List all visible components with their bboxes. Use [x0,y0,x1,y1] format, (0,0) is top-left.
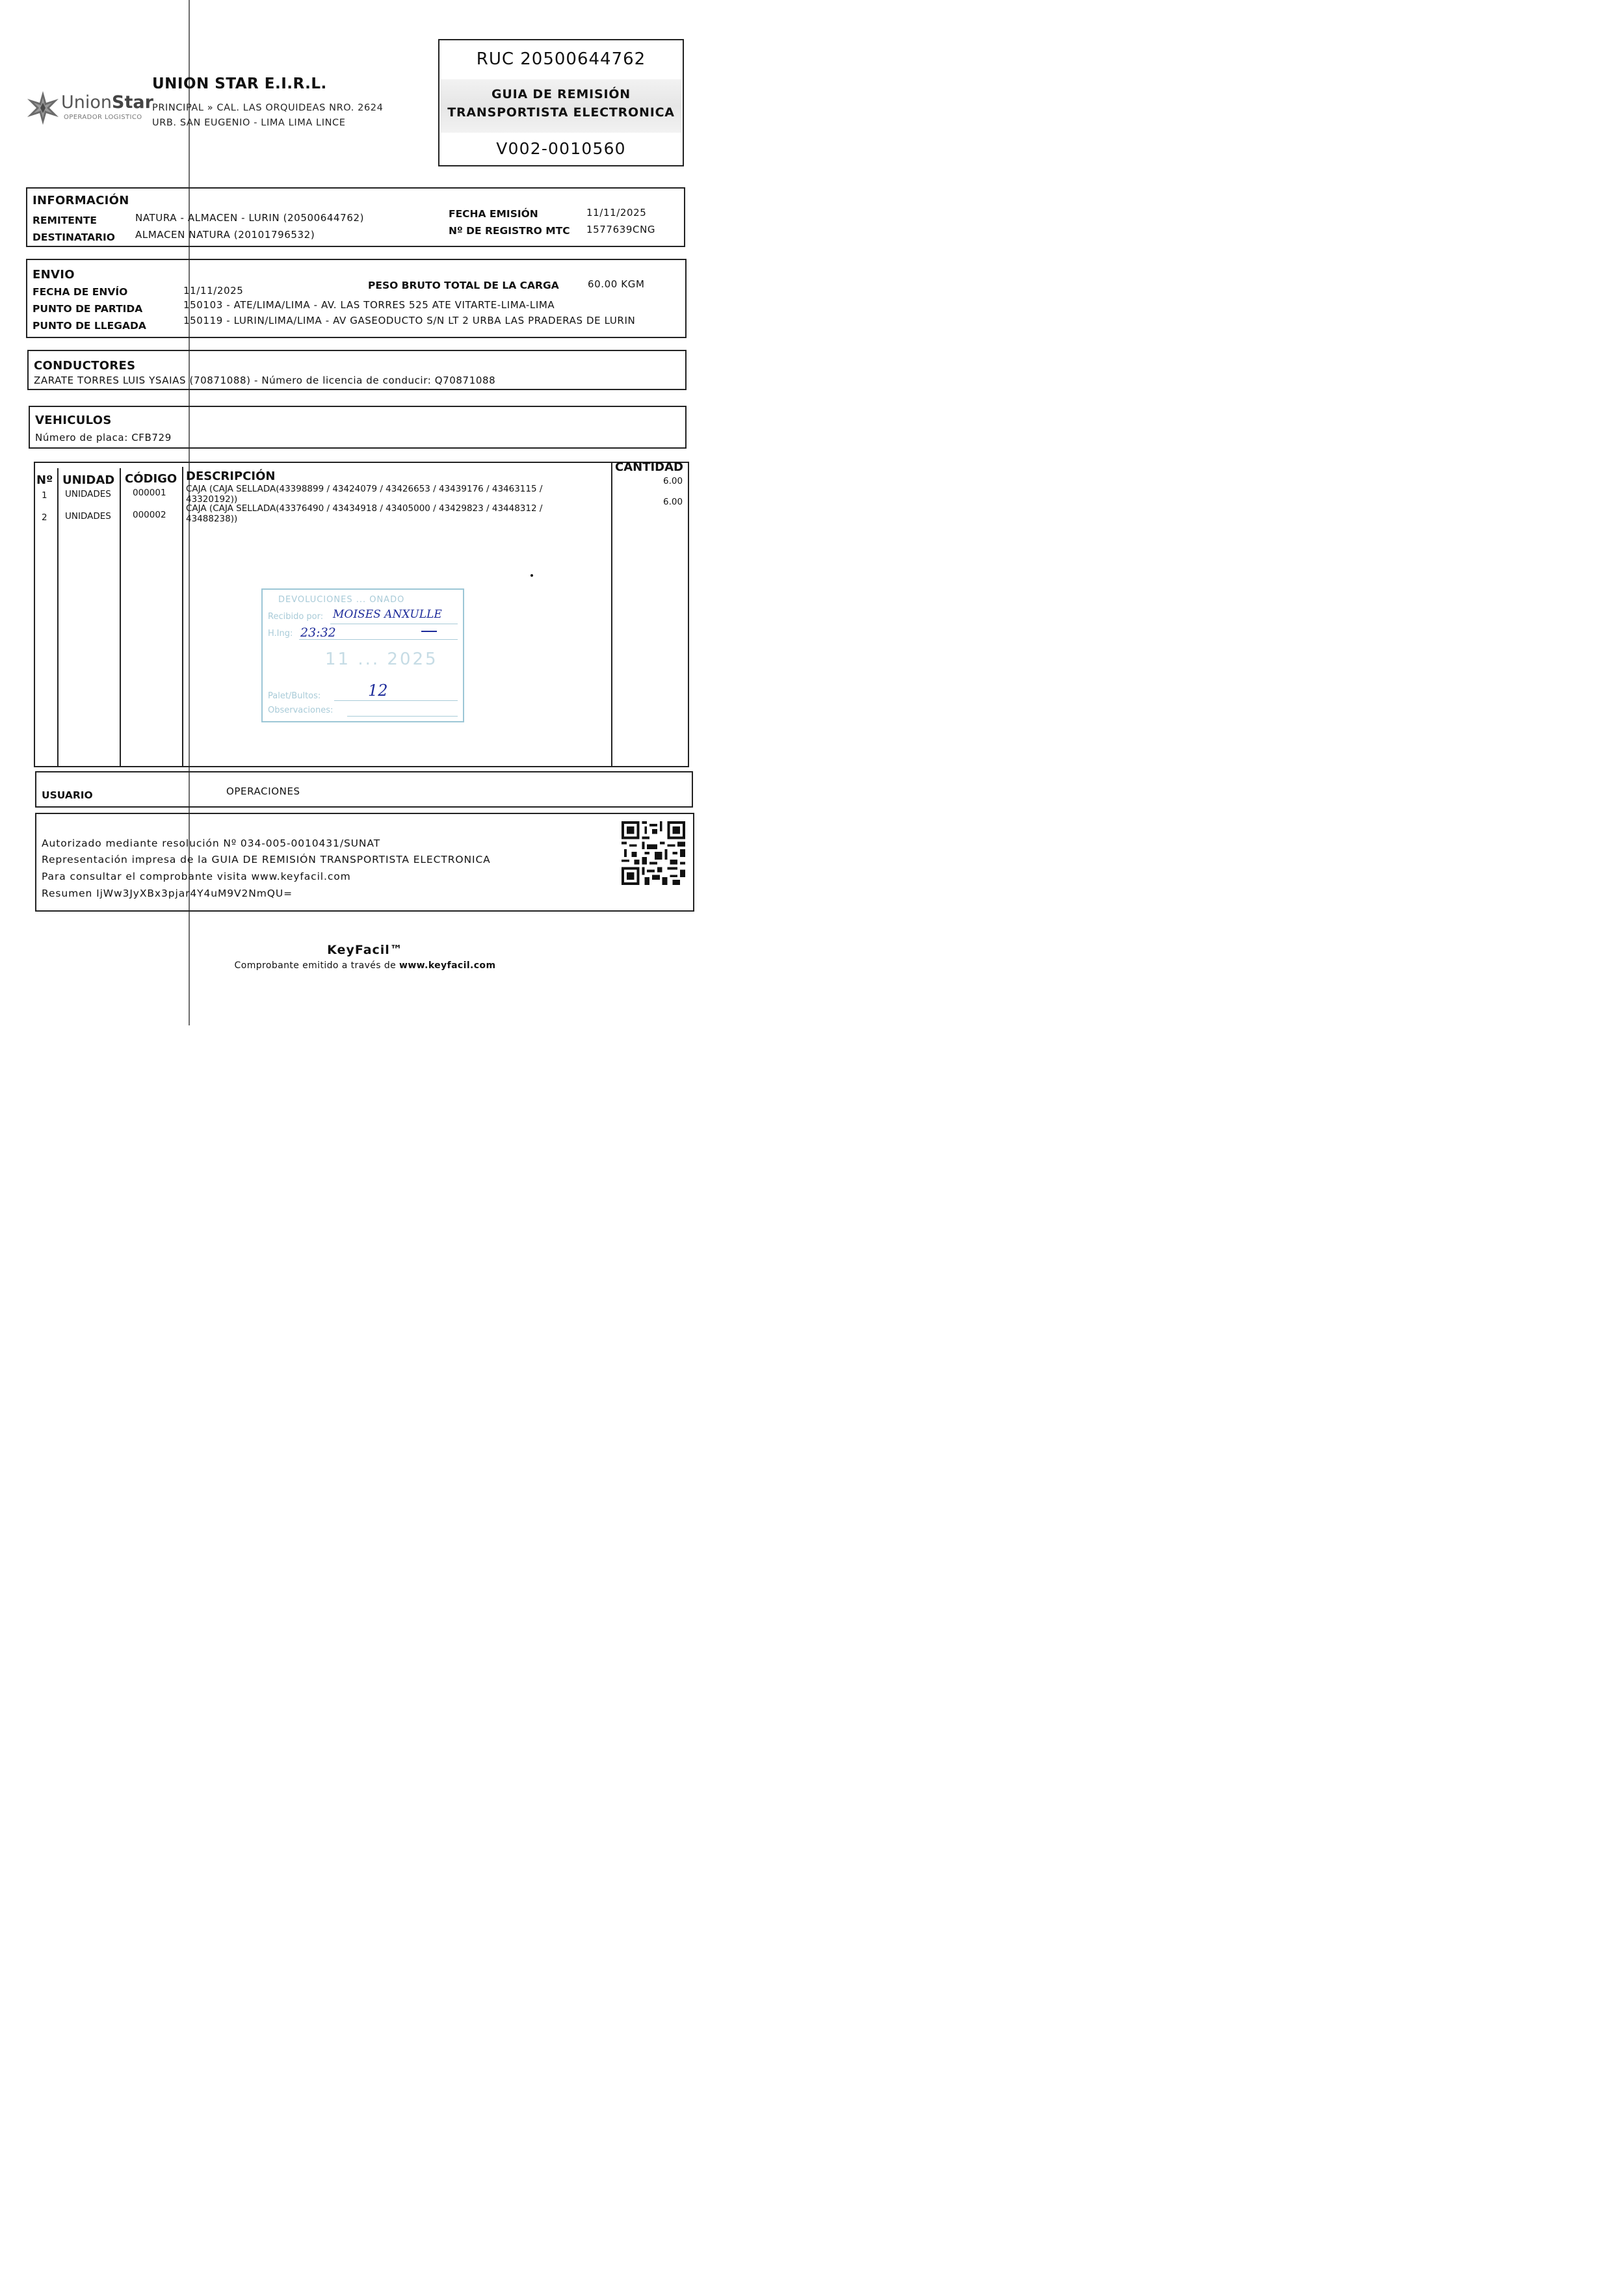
handwritten-dash [421,631,437,632]
company-address-line2: URB. SAN EUGENIO - LIMA LIMA LINCE [152,118,346,128]
row1-desc-line2: 43320192)) [186,494,238,505]
stamp-line [334,700,458,701]
punto-partida-label: PUNTO DE PARTIDA [33,303,143,315]
stamp-pallet-label: Palet/Bultos: [268,691,321,701]
stamp-observaciones-label: Observaciones: [268,705,334,715]
handwritten-recibido: MOISES ANXULLE [333,608,442,621]
col-divider [182,467,183,767]
fecha-envio-label: FECHA DE ENVÍO [33,286,128,298]
row1-unidad: UNIDADES [65,489,111,499]
company-address-line1: PRINCIPAL » CAL. LAS ORQUIDEAS NRO. 2624 [152,103,384,113]
row2-codigo: 000002 [133,510,166,520]
stamp-header: DEVOLUCIONES ... ONADO [278,595,405,605]
usuario-value: OPERACIONES [226,785,300,797]
logo-word2: Star [112,92,153,112]
col-divider [120,468,121,767]
handwritten-hora: 23:32 [300,626,336,640]
remitente-value: NATURA - ALMACEN - LURIN (20500644762) [135,212,365,224]
row2-desc-line2: 43488238)) [186,514,238,524]
keyfacil-link[interactable]: www.keyfacil.com [399,960,496,971]
destinatario-value: ALMACEN NATURA (20101796532) [135,229,315,241]
authorization-line3: Para consultar el comprobante visita www.keyfacil.com [42,871,351,882]
fecha-envio-value: 11/11/2025 [183,285,244,297]
keyfacil-brand: KeyFacil™ [327,943,403,957]
col-divider [611,463,612,767]
col-header-descripcion: DESCRIPCIÓN [186,469,276,483]
stamp-hora-label: H.Ing: [268,629,293,639]
row1-desc-line1: CAJA (CAJA SELLADA(43398899 / 43424079 / 43426653 / 43439176 / 43463115 / [186,484,543,494]
col-header-codigo: CÓDIGO [125,472,177,486]
fecha-emision-value: 11/11/2025 [586,207,647,218]
logo-word1: Union [61,92,112,112]
peso-bruto-label: PESO BRUTO TOTAL DE LA CARGA [368,280,559,291]
emitted-prefix: Comprobante emitido a través de [234,960,399,971]
logo-wordmark [61,92,153,112]
logo-tagline: OPERADOR LOGISTICO [64,114,142,121]
authorization-line2: Representación impresa de la GUIA DE REMISIÓN TRANSPORTISTA ELECTRONICA [42,854,491,865]
usuario-label: USUARIO [42,789,93,801]
punto-llegada-label: PUNTO DE LLEGADA [33,320,146,332]
stamp-date: 11 ... 2025 [325,650,438,669]
col-header-unidad: UNIDAD [62,473,115,487]
col-header-cantidad: CANTIDAD [615,460,683,474]
document-number: V002-0010560 [496,139,626,158]
company-name: UNION STAR E.I.R.L. [152,75,327,92]
document-title-line1: GUIA DE REMISIÓN [491,87,631,101]
stamp-recibido-label: Recibido por: [268,612,324,622]
placa-detail: Número de placa: CFB729 [35,432,172,443]
stray-mark [530,574,533,577]
remitente-label: REMITENTE [33,215,98,226]
peso-bruto-value: 60.00 KGM [588,278,645,290]
punto-partida-value: 150103 - ATE/LIMA/LIMA - AV. LAS TORRES 525 ATE VITARTE-LIMA-LIMA [183,299,555,311]
authorization-line4: Resumen IjWw3JyXBx3pjar4Y4uM9V2NmQU= [42,888,293,899]
registro-mtc-label: Nº DE REGISTRO MTC [449,225,570,237]
conductores-section [27,350,687,390]
informacion-title: INFORMACIÓN [33,194,129,207]
punto-llegada-value: 150119 - LURIN/LIMA/LIMA - AV GASEODUCTO S/N LT 2 URBA LAS PRADERAS DE LURIN [183,315,636,326]
registro-mtc-value: 1577639CNG [586,224,656,235]
unionstar-logo-icon [25,90,61,126]
envio-section [26,259,687,338]
vehiculos-title: VEHICULOS [35,414,112,427]
stamp-line [347,716,458,717]
row2-desc-line1: CAJA (CAJA SELLADA(43376490 / 43434918 / 43405000 / 43429823 / 43448312 / [186,503,543,514]
qr-code-icon [622,821,685,885]
informacion-section [26,187,685,247]
handwritten-pallet: 12 [368,681,388,700]
row2-cantidad: 6.00 [663,497,683,507]
row1-cantidad: 6.00 [663,476,683,486]
row1-no: 1 [42,490,47,501]
col-header-no: Nº [36,473,53,487]
authorization-line1: Autorizado mediante resolución Nº 034-005-0010431/SUNAT [42,837,381,849]
envio-title: ENVIO [33,268,75,282]
col-divider [57,468,59,767]
destinatario-label: DESTINATARIO [33,231,115,243]
row1-codigo: 000001 [133,488,166,498]
row2-unidad: UNIDADES [65,511,111,521]
vehiculos-section [29,406,687,449]
emitted-through-line [0,960,730,971]
usuario-section [35,771,693,808]
ruc-box [438,39,684,166]
fecha-emision-label: FECHA EMISIÓN [449,208,538,220]
row2-no: 2 [42,512,47,523]
document-title-line2: TRANSPORTISTA ELECTRONICA [447,105,675,120]
ruc-number: RUC 20500644762 [476,49,646,69]
conductor-detail: ZARATE TORRES LUIS YSAIAS (70871088) - Número de licencia de conducir: Q70871088 [34,375,496,386]
conductores-title: CONDUCTORES [34,359,136,373]
